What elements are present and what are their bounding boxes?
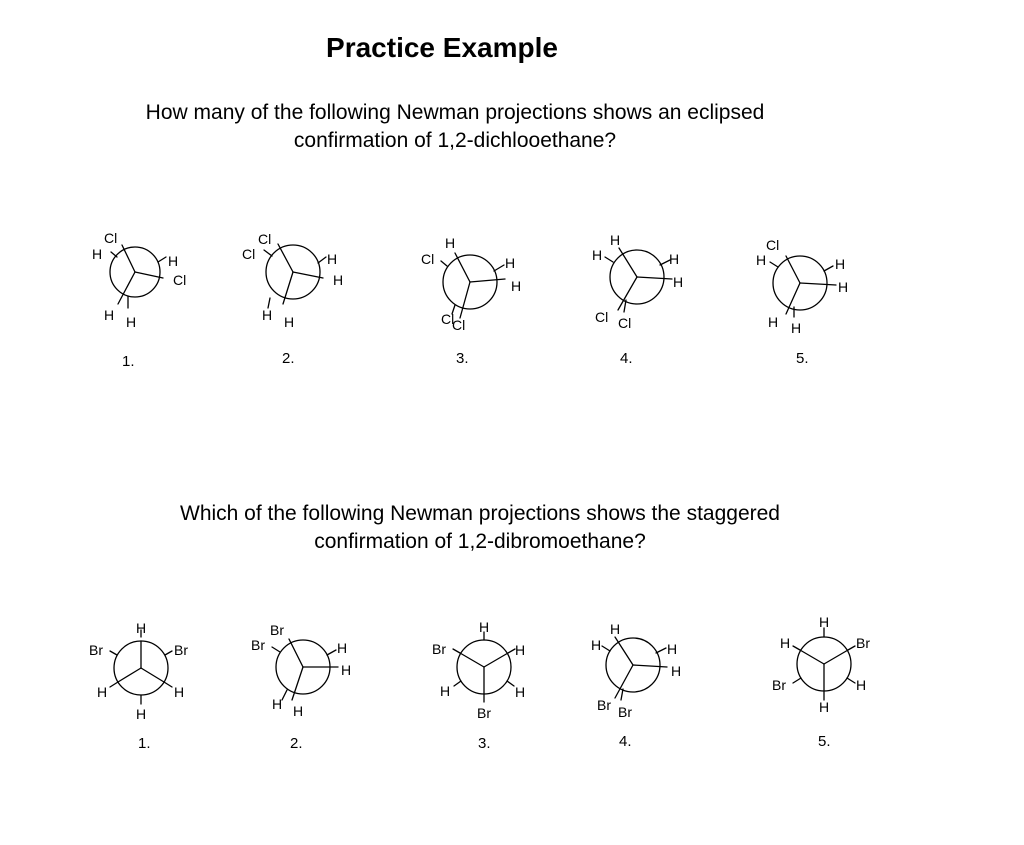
rear-bond xyxy=(602,646,610,651)
atom-label: Br xyxy=(432,641,446,657)
row2-newman-projection-5 xyxy=(793,628,855,700)
atom-label: Br xyxy=(772,677,786,693)
question-1-line-1: How many of the following Newman projections shows an eclipsed xyxy=(145,101,765,124)
atom-label: H xyxy=(610,232,621,248)
atom-label: H xyxy=(262,307,273,323)
front-bond xyxy=(292,667,303,700)
row2-number-3: 3. xyxy=(478,735,491,752)
page-title: Practice Example xyxy=(326,32,558,63)
rear-bond xyxy=(605,257,613,262)
question-2-line-2: confirmation of 1,2-dibromoethane? xyxy=(314,530,646,553)
atom-label: H xyxy=(445,235,456,251)
rear-bond xyxy=(507,681,514,686)
front-bond xyxy=(800,650,824,664)
atom-label: Br xyxy=(251,637,265,653)
front-bond-tip xyxy=(848,646,855,650)
front-bond xyxy=(786,256,800,283)
front-bond-tip xyxy=(508,649,515,653)
atom-label: Br xyxy=(856,635,870,651)
atom-label: Cl xyxy=(452,317,466,333)
front-bond xyxy=(615,637,633,665)
atom-label: Br xyxy=(597,697,611,713)
front-bond xyxy=(118,668,141,682)
front-bond-tip xyxy=(453,649,460,653)
atom-label: H xyxy=(515,642,526,658)
atom-label: Cl xyxy=(173,272,187,288)
rear-bond xyxy=(282,690,287,700)
atom-label: H xyxy=(327,251,338,267)
atom-label: Cl xyxy=(618,315,632,331)
atom-label: H xyxy=(819,699,830,715)
atom-label: Cl xyxy=(258,231,272,247)
rear-bond xyxy=(158,257,166,262)
rear-bond xyxy=(110,651,117,655)
atom-label: H xyxy=(669,251,680,267)
question-2-line-1: Which of the following Newman projections shows the staggered xyxy=(180,502,780,525)
front-bond xyxy=(289,639,303,667)
front-bond xyxy=(293,272,323,278)
atom-label: H xyxy=(667,641,678,657)
atom-label: H xyxy=(791,320,802,336)
atom-label: H xyxy=(835,256,846,272)
atom-label: H xyxy=(838,279,849,295)
front-bond-tip xyxy=(793,646,800,650)
front-bond xyxy=(135,272,163,278)
atom-label: Br xyxy=(270,622,284,638)
atom-label: H xyxy=(293,703,304,719)
atom-label: H xyxy=(168,253,179,269)
atom-label: H xyxy=(768,314,779,330)
front-bond xyxy=(470,279,505,282)
row2-newman-projection-1 xyxy=(110,630,172,704)
atom-label: Br xyxy=(477,705,491,721)
atom-label: Cl xyxy=(766,237,780,253)
row1-number-4: 4. xyxy=(620,350,633,367)
front-bond xyxy=(122,245,135,272)
rear-bond xyxy=(441,261,447,266)
rear-bond xyxy=(824,266,833,271)
row2-newman-projection-4 xyxy=(602,637,667,700)
row1-newman-projection-2 xyxy=(264,244,326,308)
row1-newman-projection-1 xyxy=(110,245,166,308)
row1-newman-projection-5 xyxy=(770,256,836,317)
atom-label: H xyxy=(856,677,867,693)
atom-label: H xyxy=(337,640,348,656)
front-bond xyxy=(278,244,293,272)
atom-label: H xyxy=(819,614,830,630)
front-bond xyxy=(619,248,637,277)
atom-label: H xyxy=(610,621,621,637)
row2-newman-projection-2 xyxy=(272,639,338,700)
atom-label: H xyxy=(780,635,791,651)
rear-bond xyxy=(327,650,336,655)
row2-number-4: 4. xyxy=(619,733,632,750)
atom-label: H xyxy=(333,272,344,288)
rear-bond xyxy=(454,681,461,686)
rear-bond xyxy=(770,262,778,267)
atom-label: H xyxy=(673,274,684,290)
front-bond xyxy=(484,653,508,667)
atom-label: Br xyxy=(618,704,632,720)
front-bond xyxy=(118,272,135,304)
row1-number-2: 2. xyxy=(282,350,295,367)
row1-newman-projection-3 xyxy=(441,253,505,318)
atom-label: Cl xyxy=(242,246,256,262)
rear-bond xyxy=(621,689,623,700)
rear-bond xyxy=(494,265,504,271)
front-bond xyxy=(618,277,637,310)
atom-label: Cl xyxy=(104,230,118,246)
front-bond xyxy=(637,277,672,279)
rear-bond xyxy=(165,651,172,655)
atom-label: H xyxy=(341,662,352,678)
row2-newman-projection-3 xyxy=(453,632,515,702)
atom-label: H xyxy=(104,307,115,323)
question-1-line-2: confirmation of 1,2-dichlooethane? xyxy=(293,129,617,152)
front-bond xyxy=(460,653,484,667)
front-bond xyxy=(460,282,470,318)
rear-bond xyxy=(656,648,666,653)
row1-number-1: 1. xyxy=(122,353,135,370)
atom-label: H xyxy=(136,706,147,722)
atom-label: H xyxy=(136,620,147,636)
atom-label: H xyxy=(479,619,490,635)
atom-label: H xyxy=(591,637,602,653)
row1-number-5: 5. xyxy=(796,350,809,367)
front-bond-tip xyxy=(164,682,172,687)
front-bond xyxy=(824,650,848,664)
atom-label: Br xyxy=(89,642,103,658)
atom-label: H xyxy=(511,278,522,294)
rear-bond xyxy=(111,252,117,257)
front-bond xyxy=(141,668,164,682)
atom-label: Cl xyxy=(595,309,609,325)
atom-label: H xyxy=(272,696,283,712)
atom-label: H xyxy=(126,314,137,330)
atom-label: H xyxy=(97,684,108,700)
rear-bond xyxy=(272,647,280,652)
atom-label: H xyxy=(515,684,526,700)
atom-label: Cl xyxy=(421,251,435,267)
front-bond xyxy=(633,665,667,667)
atom-label: Br xyxy=(174,642,188,658)
atom-label: H xyxy=(440,683,451,699)
atom-label: H xyxy=(756,252,767,268)
front-bond xyxy=(615,665,633,698)
rear-bond xyxy=(264,250,272,256)
atom-label: Cl xyxy=(441,311,455,327)
rear-bond xyxy=(847,678,855,683)
row2-number-5: 5. xyxy=(818,733,831,750)
atom-label: H xyxy=(284,314,295,330)
row1-number-3: 3. xyxy=(456,350,469,367)
atom-label: H xyxy=(671,663,682,679)
atom-label: H xyxy=(505,255,516,271)
atom-label: H xyxy=(592,247,603,263)
atom-label: H xyxy=(174,684,185,700)
front-bond xyxy=(455,253,470,282)
row2-number-1: 1. xyxy=(138,735,151,752)
front-bond-tip xyxy=(110,682,118,687)
rear-bond xyxy=(318,257,326,263)
front-bond xyxy=(800,283,836,285)
atom-label: H xyxy=(92,246,103,262)
row2-number-2: 2. xyxy=(290,735,303,752)
row1-newman-projection-4 xyxy=(605,248,672,312)
rear-bond xyxy=(793,678,801,683)
